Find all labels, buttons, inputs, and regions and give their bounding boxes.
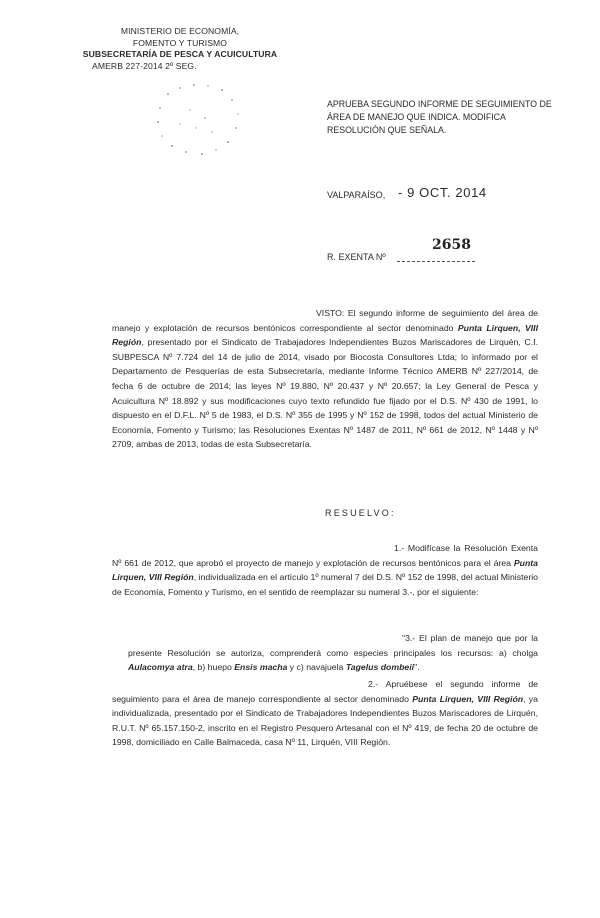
resolution-number: 2658 [432, 237, 471, 253]
ministry-line-2: FOMENTO Y TURISMO [132, 37, 228, 48]
resolution-item-2 [112, 677, 538, 750]
visto-area-name: Punta Lirquen, VIII Región [112, 322, 538, 348]
quote-text-3: y c) navajuela [287, 662, 346, 673]
item2-area-name: Punta Lirquen, VIII Región [412, 693, 524, 704]
file-reference: AMERB 227-2014 2º SEG. [92, 60, 197, 71]
date-stamp: - 9 OCT. 2014 [398, 185, 487, 200]
item2-text-2: , ya individualizada, presentado por el Sindicato de Trabajadores Independientes Buzos Mariscadores de Lirquén, R.U.T. Nº 65.157.150-2, inscrito en el Registro Pesquero Artesanal con el Nº 419, de fecha 20 de octubre de 1998, domiciliado en Calle Balmaceda, casa Nº 11, Lirquén, VIII Región. [112, 693, 538, 748]
item2-text: 2.- Apruébese el segundo informe de seguimiento para el área de manejo correspondiente al sector denominado [112, 679, 538, 704]
visto-text-2: , presentado por el Sindicato de Trabajadores Independientes Buzos Mariscadores de Lirquén, C.I. SUBPESCA Nº 7.724 del 14 de julio de 2014, visado por Biocosta Consultores Ltda; lo informado por el Departamento de Pesquerías de esta Subsecretaría, mediante Informe Técnico AMERB Nº 227/2014, de fecha 6 de octubre de 2014; las leyes Nº 19.880, Nº 20.437 y Nº 20.657; la Ley General de Pesca y Acuicultura Nº 18.892 y sus modificaciones cuyo texto refundido fue fijado por el D.S. Nº 430 de 1991, lo dispuesto en el D.F.L. Nº 5 de 1983, el D.S. Nº 355 de 1995 y Nº 152 de 1998, todos del actual Ministerio de Economía, Fomento y Turismo; las Resoluciones Exentas Nº 1487 de 2011, Nº 661 de 2012, Nº 1448 y Nº 2709, ambas de 2013, todas de esta Subsecretaría. [112, 337, 538, 450]
subsecretariat-line: SUBSECRETARÍA DE PESCA Y ACUICULTURA [82, 49, 278, 59]
quoted-numeral [128, 631, 538, 675]
item1-text-2: , individualizada en el artículo 1º numeral 7 del D.S. Nº 152 de 1998, del actual Ministerio de Economía, Fomento y Turismo, en el sentido de reemplazar su numeral 3.-, por el siguiente: [112, 572, 538, 597]
resolution-number-line [397, 261, 475, 262]
species-tagelus: Tagelus dombeii [345, 662, 415, 673]
resolution-subject: APRUEBA SEGUNDO INFORME DE SEGUIMIENTO DE ÁREA DE MANEJO QUE INDICA. MODIFICA RESOLUCIÓN QUE SEÑALA. [327, 99, 552, 135]
ministry-line: MINISTERIO DE ECONOMÍA, [120, 26, 240, 36]
quote-text-2: , b) huepo [192, 662, 235, 673]
visto-text: VISTO: El segundo informe de seguimiento del área de manejo y explotación de recursos bentónicos correspondiente al sector denominado [112, 308, 538, 333]
species-ensis: Ensis macha [234, 662, 288, 673]
item1-text: 1.- Modifícase la Resolución Exenta Nº 661 de 2012, que aprobó el proyecto de manejo y explotación de recursos bentónicos para el área [112, 543, 538, 568]
letterhead [70, 26, 290, 72]
resolution-item-1 [112, 541, 538, 599]
item1-area-name: Punta Lirquen, VIII Región [112, 557, 538, 583]
resuelvo-heading: RESUELVO: [325, 508, 396, 518]
quote-text-4: ". [414, 662, 420, 673]
species-aulacomya: Aulacomya atra [128, 662, 193, 673]
resolution-number-label: R. EXENTA Nº [327, 252, 386, 262]
visto-paragraph [112, 306, 538, 452]
place: VALPARAÍSO, [327, 190, 386, 200]
official-seal-stamp [150, 80, 250, 160]
quote-text: "3.- El plan de manejo que por la presente Resolución se autoriza, comprenderá como especies principales los recursos: a) cholga [128, 633, 538, 658]
